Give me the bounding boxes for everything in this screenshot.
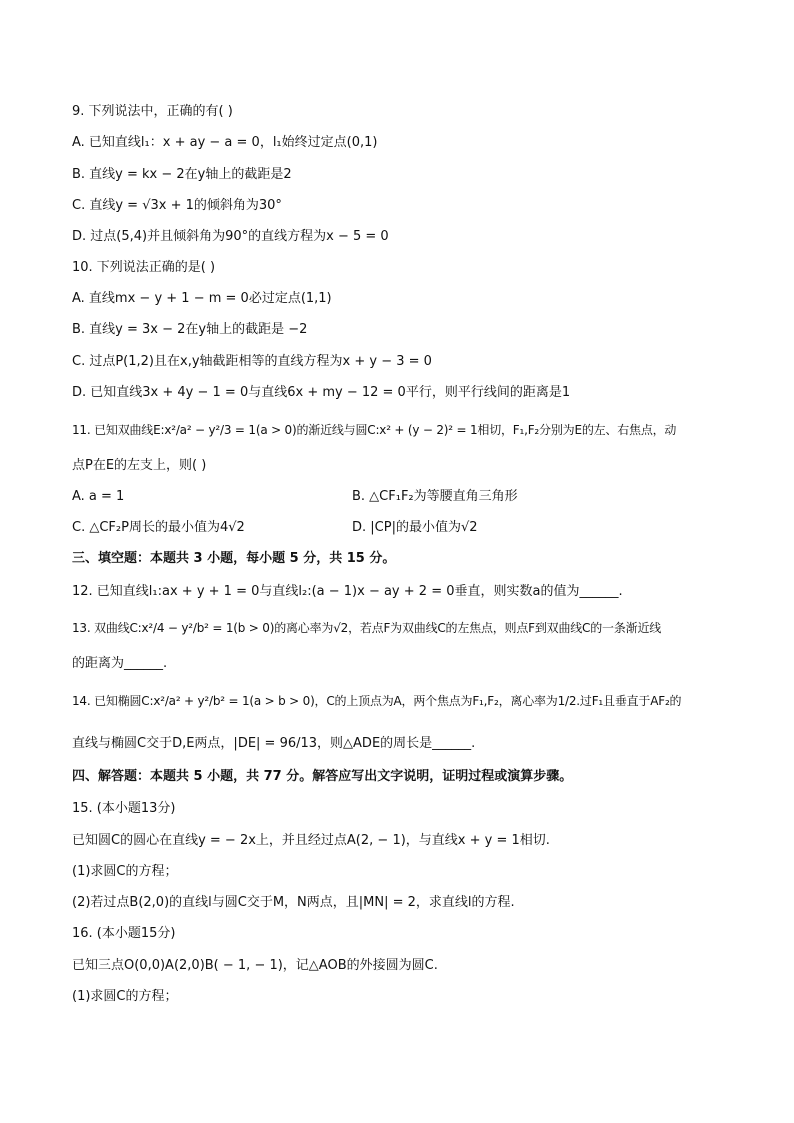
q9-stem: 9. 下列说法中，正确的有( )	[72, 104, 233, 119]
q14-stem-line2: 直线与椭圆C交于D,E两点，|DE| = 96/13，则△ADE的周长是______.	[72, 736, 476, 751]
q13-stem-line2: 的距离为______.	[72, 656, 168, 671]
q16-stem: 已知三点O(0,0)A(2,0)B( − 1, − 1)，记△AOB的外接圆为圆C.	[72, 958, 438, 973]
q11-stem-line1: 11. 已知双曲线E:x²/a² − y²/3 = 1(a > 0)的渐近线与圆C:x² + (y − 2)² = 1相切，F₁,F₂分别为E的左、右焦点，动	[72, 423, 677, 437]
q10-option-b: B. 直线y = 3x − 2在y轴上的截距是 −2	[72, 322, 308, 337]
q9-option-d: D. 过点(5,4)并且倾斜角为90°的直线方程为x − 5 = 0	[72, 229, 389, 244]
q11-option-b: B. △CF₁F₂为等腰直角三角形	[352, 489, 518, 504]
q9-option-b: B. 直线y = kx − 2在y轴上的截距是2	[72, 167, 292, 182]
q15-part1: (1)求圆C的方程；	[72, 864, 178, 879]
q15-header: 15. (本小题13分)	[72, 801, 176, 816]
q15-stem: 已知圆C的圆心在直线y = − 2x上，并且经过点A(2, − 1)，与直线x + y = 1相切.	[72, 833, 550, 848]
q16-part1: (1)求圆C的方程；	[72, 989, 178, 1004]
q10-option-a: A. 直线mx − y + 1 − m = 0必过定点(1,1)	[72, 291, 332, 306]
q9-option-c: C. 直线y = √3x + 1的倾斜角为30°	[72, 198, 282, 213]
q10-option-d: D. 已知直线3x + 4y − 1 = 0与直线6x + my − 12 = 0平行，则平行线间的距离是1	[72, 385, 571, 400]
q10-stem: 10. 下列说法正确的是( )	[72, 260, 216, 275]
q11-option-a: A. a = 1	[72, 489, 125, 504]
q9-option-a: A. 已知直线l₁：x + ay − a = 0，l₁始终过定点(0,1)	[72, 135, 378, 150]
q16-header: 16. (本小题15分)	[72, 926, 176, 941]
q15-part2: (2)若过点B(2,0)的直线l与圆C交于M，N两点，且|MN| = 2，求直线l的方程.	[72, 895, 515, 910]
q13-stem-line1: 13. 双曲线C:x²/4 − y²/b² = 1(b > 0)的离心率为√2，若点F为双曲线C的左焦点，则点F到双曲线C的一条渐近线	[72, 621, 662, 635]
q14-stem-line1: 14. 已知椭圆C:x²/a² + y²/b² = 1(a > b > 0)，C的上顶点为A，两个焦点为F₁,F₂，离心率为1/2.过F₁且垂直于AF₂的	[72, 694, 682, 708]
section-answer-heading: 四、解答题：本题共 5 小题，共 77 分。解答应写出文字说明，证明过程或演算步骤。	[72, 769, 573, 784]
section-fill-in-heading: 三、填空题：本题共 3 小题，每小题 5 分，共 15 分。	[72, 551, 396, 566]
q11-option-c: C. △CF₂P周长的最小值为4√2	[72, 520, 245, 535]
q10-option-c: C. 过点P(1,2)且在x,y轴截距相等的直线方程为x + y − 3 = 0	[72, 354, 432, 369]
q11-stem-line2: 点P在E的左支上，则( )	[72, 458, 207, 473]
q11-option-d: D. |CP|的最小值为√2	[352, 520, 478, 535]
q12-stem: 12. 已知直线l₁:ax + y + 1 = 0与直线l₂:(a − 1)x − ay + 2 = 0垂直，则实数a的值为______.	[72, 584, 623, 599]
